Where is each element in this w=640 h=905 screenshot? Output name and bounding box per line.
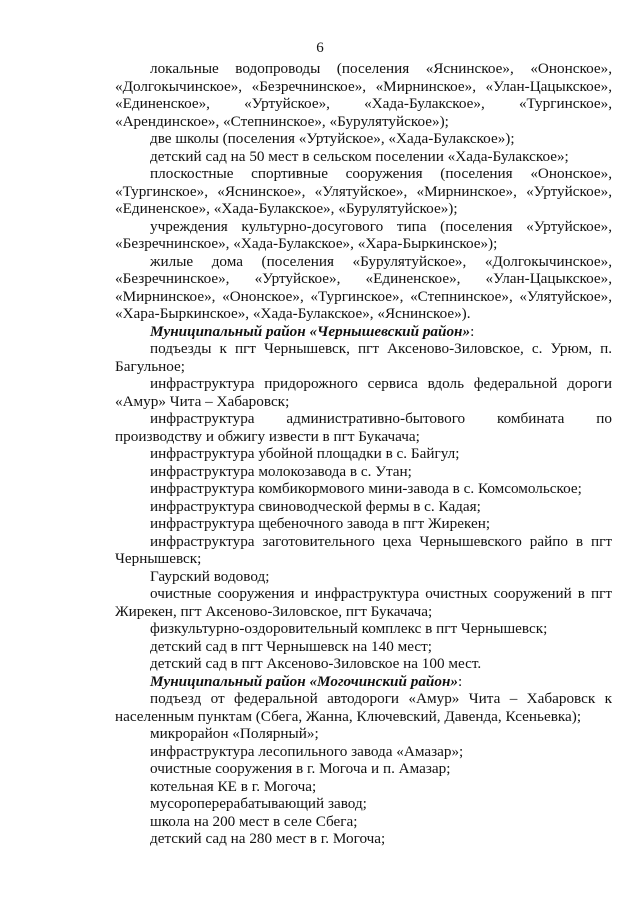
paragraph: школа на 200 мест в селе Сбега;: [150, 812, 358, 830]
section-heading-mogochinsky: [115, 673, 612, 691]
paragraph: детский сад на 50 мест в сельском поселении «Хада-Булакское»;: [150, 147, 569, 165]
paragraph: инфраструктура придорожного сервиса вдоль федеральной дороги «Амур» Чита – Хабаровск;: [115, 375, 612, 410]
page-number: 6: [316, 40, 324, 56]
section-heading-colon: :: [470, 322, 475, 340]
paragraph: инфраструктура заготовительного цеха Чернышевского райпо в пгт Чернышевск;: [115, 532, 612, 567]
paragraph: подъезды к пгт Чернышевск, пгт Аксеново-Зиловское, с. Урюм, п. Багульное;: [115, 340, 612, 375]
section-heading-text: Муниципальный район «Чернышевский район»: [150, 322, 471, 340]
paragraph: плоскостные спортивные сооружения (поселения «Ононское», «Тургинское», «Яснинское», «Улятуйское», «Мирнинское», «Уртуйское», «Единенское», «Хада-Булакское», «Бурулятуйское»);: [115, 165, 612, 217]
paragraph: инфраструктура лесопильного завода «Амазар»;: [150, 742, 464, 760]
section-heading-chernyshevsky: [115, 323, 612, 341]
paragraph: очистные сооружения и инфраструктура очистных сооружений в пгт Жирекен, пгт Аксеново-Зиловское, пгт Букачача;: [115, 585, 612, 620]
paragraph: микрорайон «Полярный»;: [150, 725, 319, 742]
paragraph: котельная КЕ в г. Могоча;: [150, 777, 317, 795]
section-heading-colon: :: [457, 672, 463, 690]
paragraph: инфраструктура щебеночного завода в пгт Жирекен;: [150, 515, 491, 532]
paragraph: мусороперерабатывающий завод;: [150, 795, 367, 812]
paragraph: Гаурский водовод;: [150, 567, 270, 585]
paragraph: подъезд от федеральной автодороги «Амур» Чита – Хабаровск к населенным пунктам (Сбега, Жанна, Ключевский, Давенда, Ксеньевка);: [115, 690, 612, 725]
paragraph: локальные водопроводы (поселения «Яснинское», «Ононское», «Долгокычинское», «Безречнинское», «Мирнинское», «Улан-Цацыкское», «Единенское», «Уртуйское», «Хада-Булакское», «Тургинское», «Арендинское», «Степнинское», «Бурулятуйское»);: [115, 60, 612, 130]
paragraph: инфраструктура убойной площадки в с. Байгул;: [150, 445, 460, 462]
paragraph: детский сад в пгт Чернышевск на 140 мест;: [150, 637, 432, 655]
paragraph: жилые дома (поселения «Бурулятуйское», «Долгокычинское», «Безречнинское», «Уртуйское», «Единенское», «Улан-Цацыкское», «Мирнинское», «Ононское», «Тургинское», «Степнинское», «Улятуйское», «Хара-Быркинское», «Хада-Булакское», «Яснинское»).: [115, 252, 612, 322]
paragraph: инфраструктура молокозавода в с. Утан;: [150, 462, 412, 480]
document-body: [115, 60, 612, 848]
paragraph: физкультурно-оздоровительный комплекс в пгт Чернышевск;: [150, 620, 548, 637]
paragraph: инфраструктура свиноводческой фермы в с. Кадая;: [150, 497, 481, 515]
paragraph: инфраструктура комбикормового мини-завода в с. Комсомольское;: [150, 480, 582, 497]
section-heading-text: Муниципальный район «Могочинский район»: [150, 672, 458, 690]
paragraph: детский сад в пгт Аксеново-Зиловское на 100 мест.: [150, 655, 482, 672]
paragraph: очистные сооружения в г. Могоча и п. Амазар;: [150, 760, 451, 777]
paragraph: инфраструктура административно-бытового комбината по производству и обжигу извести в пгт Букачача;: [115, 410, 612, 445]
paragraph: детский сад на 280 мест в г. Могоча;: [150, 830, 386, 847]
paragraph: две школы (поселения «Уртуйское», «Хада-Булакское»);: [150, 130, 515, 147]
paragraph: учреждения культурно-досугового типа (поселения «Уртуйское», «Безречнинское», «Хада-Булакское», «Хара-Быркинское»);: [115, 217, 612, 252]
